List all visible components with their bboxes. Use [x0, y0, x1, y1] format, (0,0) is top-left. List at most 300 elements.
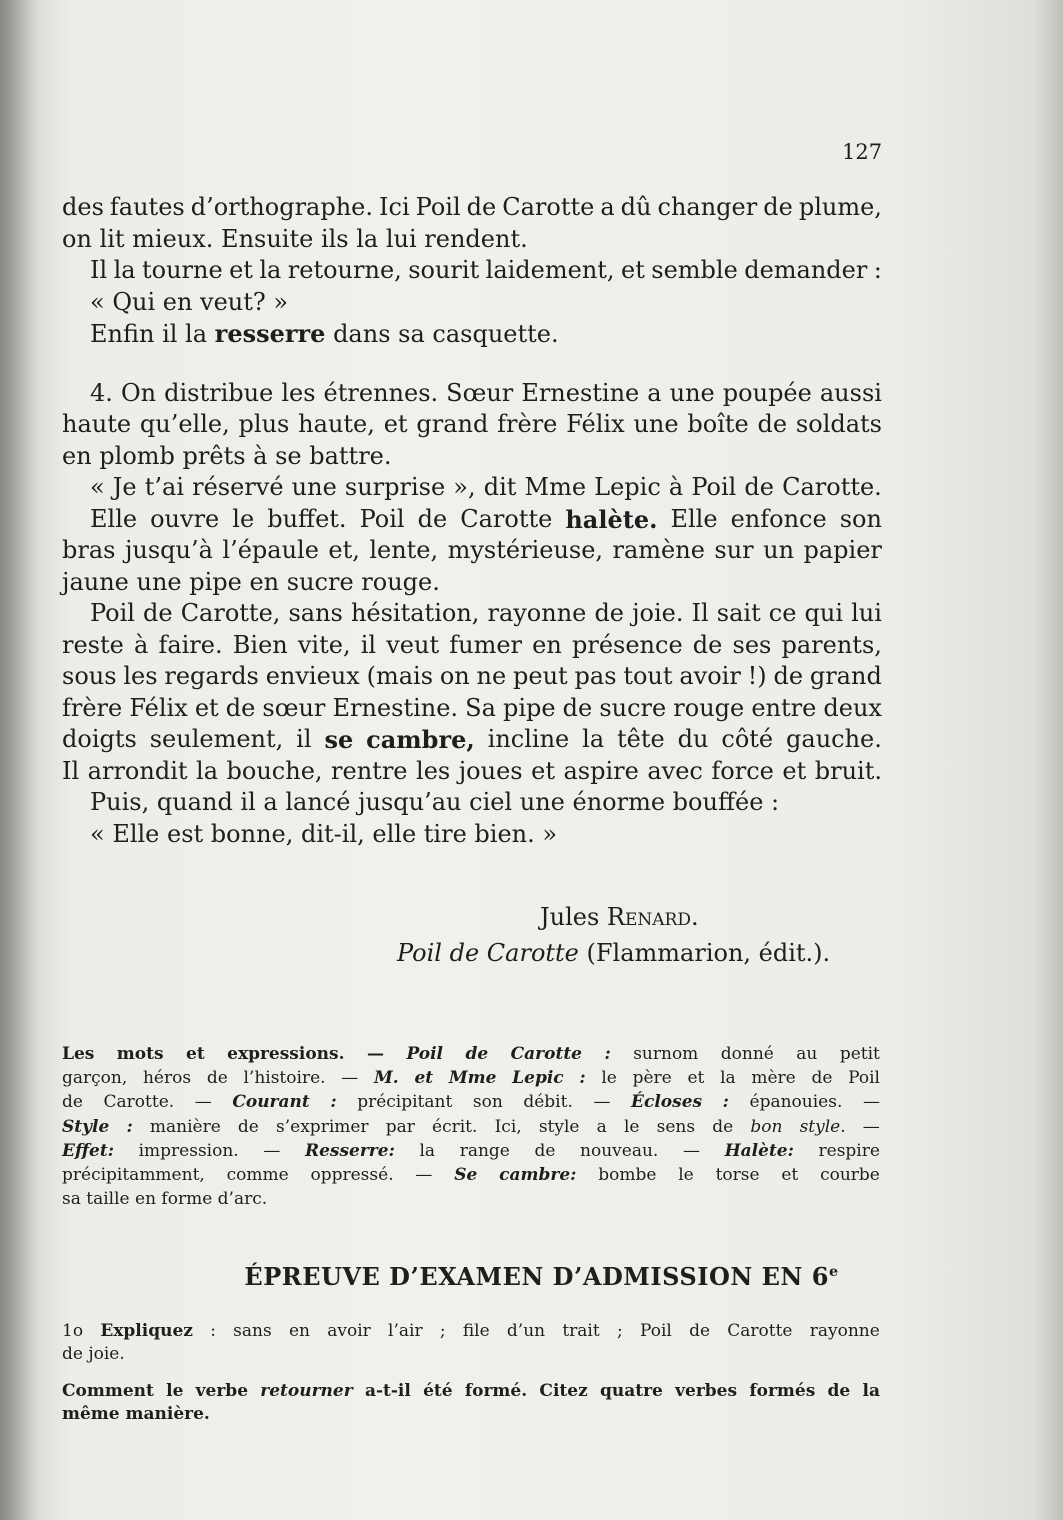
word: Halète:: [724, 1140, 794, 1161]
word: et: [383, 410, 408, 438]
word: tête: [617, 725, 665, 753]
page-number: 127: [842, 140, 883, 164]
word: frère: [62, 693, 123, 722]
word: distribue: [164, 378, 274, 407]
word: Effet:: [62, 1140, 114, 1161]
word: :: [126, 1116, 133, 1137]
word: Elle: [670, 504, 718, 533]
word: joie.: [632, 599, 684, 627]
word: s’exprimer: [276, 1116, 369, 1137]
text-line: [62, 724, 882, 756]
text-line: [62, 472, 882, 504]
word: de: [689, 1321, 711, 1341]
word: Il: [90, 256, 108, 284]
word: M.: [373, 1068, 399, 1089]
text-line: [62, 693, 882, 725]
word: sur: [714, 536, 754, 564]
word: étrennes.: [323, 378, 439, 407]
word: regards: [164, 662, 259, 690]
word: la: [419, 1140, 436, 1161]
word: bras: [62, 536, 116, 564]
word: les: [416, 756, 451, 785]
word: bruit.: [814, 756, 882, 785]
word: de: [143, 599, 173, 627]
word: d’un: [506, 1321, 546, 1341]
text-line: [62, 318, 882, 350]
word: veut: [386, 630, 440, 659]
word: ;: [439, 1321, 446, 1341]
word: plus: [238, 410, 290, 438]
word: son: [472, 1092, 503, 1113]
word: de: [773, 662, 804, 690]
word: formés: [749, 1381, 816, 1401]
word: Poil: [691, 473, 737, 501]
word: parents,: [781, 630, 882, 659]
work-title: Poil de Carotte: [397, 939, 579, 967]
word: style: [538, 1116, 580, 1137]
word: —: [415, 1165, 433, 1186]
text-line: [62, 661, 882, 693]
author-name: [540, 902, 1063, 934]
word: Ici,: [494, 1116, 522, 1137]
word: une: [633, 410, 679, 438]
word: Lepic: [594, 473, 661, 501]
word: papier: [803, 536, 882, 564]
word: sait: [716, 599, 761, 627]
word: de: [466, 193, 497, 221]
word: semble: [651, 256, 738, 284]
word: de: [417, 504, 448, 533]
glossary-section: [62, 1042, 880, 1211]
text-line: [62, 409, 882, 441]
text-line: [62, 819, 882, 851]
word: (mais: [366, 662, 434, 690]
word: range: [459, 1140, 510, 1161]
word: précipitamment,: [62, 1165, 205, 1186]
word: et: [781, 1165, 799, 1186]
word: envieux: [265, 662, 360, 690]
word: manière: [149, 1116, 221, 1137]
publisher: (Flammarion, édit.).: [578, 939, 831, 967]
word: Poil: [359, 504, 405, 533]
word: Citez: [539, 1381, 588, 1401]
text-run: dans sa casquette.: [325, 320, 559, 348]
word: hésitation,: [350, 599, 480, 627]
text-line: [62, 192, 882, 224]
text-line: [62, 255, 882, 287]
word: Carotte: [460, 504, 553, 533]
word: tourne: [141, 256, 223, 284]
word: de: [534, 1140, 556, 1161]
text-run: sa taille en forme d’arc.: [62, 1189, 268, 1210]
word: rayonne: [809, 1321, 880, 1341]
word: héros: [142, 1068, 192, 1089]
word: Poil: [90, 599, 135, 627]
page-edge: [1033, 0, 1063, 1520]
word: trait: [562, 1321, 600, 1341]
word: avoir: [679, 662, 741, 690]
text-run: Enfin il la: [90, 320, 215, 348]
word: style.: [799, 1116, 846, 1137]
word: son: [839, 504, 882, 533]
word: Elle: [90, 504, 138, 533]
word: :: [330, 1092, 337, 1113]
word: On: [120, 378, 157, 407]
word: gauche.: [786, 725, 882, 753]
word: dû: [620, 193, 652, 221]
word: Mme: [448, 1068, 497, 1089]
word: a: [600, 193, 615, 221]
text-line: [62, 1163, 880, 1187]
text-run: « Elle est bonne, dit-il, elle tire bien. »: [90, 819, 558, 848]
word: père: [632, 1068, 672, 1089]
word: pas: [574, 662, 617, 690]
word: et: [194, 693, 219, 722]
text-line: [62, 598, 882, 630]
word: sans: [233, 1321, 272, 1341]
word: été: [423, 1381, 453, 1401]
word: Félix: [129, 693, 188, 722]
word: verbe: [195, 1381, 249, 1401]
word: et: [414, 1068, 434, 1089]
word: ses: [732, 630, 772, 659]
word: comme: [226, 1165, 289, 1186]
word: Carotte,: [180, 599, 281, 627]
word: formé.: [464, 1381, 528, 1401]
word: incline: [487, 725, 570, 753]
text-line: [62, 378, 882, 410]
word: de: [465, 1044, 489, 1064]
word: Poil: [639, 1321, 672, 1341]
word: à: [668, 473, 684, 501]
word: ramène: [612, 536, 705, 564]
word: Félix: [566, 410, 625, 438]
word: seulement,: [149, 725, 284, 753]
word: une: [291, 473, 337, 501]
word: —: [682, 1140, 700, 1161]
word: —: [593, 1092, 611, 1113]
text-line: [62, 504, 882, 536]
word: »,: [453, 473, 476, 501]
word: Carotte: [502, 193, 595, 221]
text-line: [62, 535, 882, 567]
word: Il: [62, 756, 80, 785]
word: et: [229, 256, 253, 284]
word: Comment: [62, 1381, 154, 1401]
word: Ernestine: [521, 378, 640, 407]
exercise-section: [62, 1320, 880, 1426]
word: le: [678, 1165, 694, 1186]
word: cambre,: [366, 725, 475, 754]
word: sourit: [408, 256, 480, 284]
word: plume,: [798, 193, 882, 221]
text-line: [62, 1403, 880, 1426]
word: la: [259, 256, 282, 284]
word: —: [194, 1092, 212, 1113]
word: —: [263, 1140, 281, 1161]
word: :: [873, 256, 882, 284]
word: qu’elle,: [139, 410, 230, 438]
word: soldats: [795, 410, 882, 438]
word: lente,: [369, 536, 439, 564]
word: laidement,: [485, 256, 615, 284]
word: retourner: [260, 1381, 353, 1401]
word: Carotte.: [103, 1092, 175, 1113]
word: entre: [751, 693, 817, 722]
word: Poil: [415, 193, 461, 221]
word: et: [782, 756, 807, 785]
author-first-name: Jules: [540, 903, 607, 931]
word: il: [296, 725, 312, 753]
word: sans: [288, 599, 343, 627]
word: Il: [691, 599, 709, 627]
word: bombe: [598, 1165, 657, 1186]
word: quatre: [599, 1381, 663, 1401]
word: réservé: [192, 473, 284, 501]
word: Carotte.: [782, 473, 882, 501]
word: mots: [116, 1044, 164, 1064]
word: :: [604, 1044, 611, 1064]
word: lui: [851, 599, 882, 627]
word: l’épaule: [222, 536, 319, 564]
word: enfonce: [730, 504, 827, 533]
text-line: [62, 1066, 880, 1090]
word: rayonne: [487, 599, 587, 627]
word: rouge: [673, 693, 745, 722]
word: Bien: [232, 630, 288, 659]
word: verbes: [675, 1381, 738, 1401]
word: et: [531, 756, 555, 785]
word: au: [796, 1044, 818, 1064]
word: bouche,: [226, 756, 323, 785]
word: tout: [623, 662, 673, 690]
word: Écloses: [631, 1092, 703, 1113]
heading-text: ÉPREUVE D’EXAMEN D’ADMISSION EN 6e: [244, 1262, 839, 1291]
word: —: [862, 1116, 880, 1137]
word: côté: [721, 725, 774, 753]
word: le: [232, 504, 255, 533]
paragraph-gap: [62, 350, 882, 378]
story-excerpt: [62, 192, 882, 967]
story-lines: [62, 192, 882, 850]
word: le: [601, 1068, 617, 1089]
text-line: [62, 224, 882, 256]
word: surprise: [344, 473, 446, 501]
word: cambre:: [499, 1165, 577, 1186]
word: impression.: [138, 1140, 239, 1161]
word: avec: [647, 756, 703, 785]
word: débit.: [523, 1092, 573, 1113]
word: le: [166, 1381, 184, 1401]
word: grand: [809, 662, 882, 690]
word: avoir: [327, 1321, 371, 1341]
word: de: [757, 410, 788, 438]
word: a: [647, 378, 662, 407]
word: torse: [715, 1165, 760, 1186]
word: du: [677, 725, 709, 753]
word: l’air: [388, 1321, 423, 1341]
word: oppressé.: [310, 1165, 394, 1186]
word: de: [206, 1068, 228, 1089]
text-run: on lit mieux. Ensuite ils la lui rendent.: [62, 224, 528, 253]
word: courbe: [820, 1165, 880, 1186]
text-line: [62, 630, 882, 662]
word: ouvre: [150, 504, 220, 533]
word: 1o: [62, 1321, 84, 1341]
text-run: même manière.: [62, 1404, 210, 1424]
word: haute: [62, 410, 132, 438]
word: ne: [476, 662, 507, 690]
word: de: [811, 1068, 833, 1089]
word: et: [620, 256, 645, 284]
word: joues: [458, 756, 523, 785]
word: Poil: [848, 1068, 880, 1089]
word: à: [133, 630, 149, 659]
word: garçon,: [62, 1068, 128, 1089]
word: poupée: [722, 378, 812, 407]
word: sens: [656, 1116, 696, 1137]
word: retourne,: [287, 256, 402, 284]
word: fautes: [109, 193, 185, 221]
word: bon: [750, 1116, 783, 1137]
word: Je: [112, 473, 137, 501]
word: —: [341, 1068, 359, 1089]
word: haute,: [298, 410, 375, 438]
word: de: [827, 1381, 851, 1401]
word: mystérieuse,: [447, 536, 604, 564]
word: les: [281, 378, 316, 407]
text-run: jaune une pipe en sucre rouge.: [62, 567, 440, 596]
text-line: [62, 1187, 880, 1211]
word: une: [669, 378, 715, 407]
word: de: [712, 1116, 734, 1137]
word: arrondit: [87, 756, 188, 785]
text-line: [62, 1115, 880, 1139]
word: Resserre:: [304, 1140, 395, 1161]
word: halète.: [565, 504, 658, 534]
word: respire: [818, 1140, 880, 1161]
word: de: [594, 599, 625, 627]
word: Mme: [524, 473, 587, 501]
word: Sa: [465, 693, 496, 722]
word: Expliquez: [100, 1321, 193, 1341]
word: en: [532, 630, 562, 659]
word: de: [62, 1092, 83, 1113]
word: Style: [62, 1116, 110, 1137]
text-line: [62, 1090, 880, 1114]
word: de: [744, 473, 774, 501]
word: de: [237, 1116, 259, 1137]
text-line: [62, 567, 882, 599]
word: rentre: [331, 756, 408, 785]
word: vite,: [297, 630, 351, 659]
question-lines: [62, 1380, 880, 1426]
word: changer: [657, 193, 758, 221]
word: grand: [416, 410, 489, 438]
word: Courant: [232, 1092, 310, 1113]
word: et,: [328, 536, 360, 564]
word: pipe: [502, 693, 556, 722]
binding-shadow: [0, 0, 40, 1520]
word: sous: [62, 662, 117, 690]
word: on: [439, 662, 470, 690]
word: qui: [804, 599, 843, 627]
word: boîte: [687, 410, 749, 438]
text-line: [62, 1320, 880, 1343]
word: doigts: [62, 725, 137, 753]
word: sœur: [262, 693, 326, 722]
word: frère: [497, 410, 558, 438]
word: la: [862, 1381, 880, 1401]
word: de: [562, 693, 593, 722]
word: Ici: [379, 193, 410, 221]
word: épanouies.: [749, 1092, 843, 1113]
text-run: de joie.: [62, 1344, 125, 1364]
text-line: [62, 756, 882, 788]
word: expressions.: [227, 1044, 345, 1064]
word: présence: [571, 630, 683, 659]
word: Les: [62, 1044, 95, 1064]
text-run: « Qui en veut? »: [90, 287, 289, 316]
word: force: [711, 756, 774, 785]
word: de: [763, 193, 793, 221]
word: de: [225, 693, 256, 722]
word: fumer: [449, 630, 523, 659]
word: il: [360, 630, 377, 659]
word: Poil: [406, 1044, 444, 1064]
word: Lepic: [512, 1068, 564, 1089]
text-line: [62, 1343, 880, 1366]
text-line: [62, 441, 882, 473]
word: des: [62, 193, 104, 221]
word: 4.: [90, 378, 113, 407]
word: surnom: [633, 1044, 699, 1064]
word: reste: [62, 630, 124, 659]
word: Se: [454, 1165, 478, 1186]
text-run: Puis, quand il a lancé jusqu’au ciel une énorme bouffée :: [90, 788, 780, 816]
word: et: [687, 1068, 705, 1089]
word: d’orthographe.: [190, 193, 373, 221]
word: mère: [751, 1068, 796, 1089]
word: —: [366, 1044, 384, 1064]
author-last-name: Renard.: [606, 903, 699, 931]
word: deux: [823, 693, 882, 722]
word: l’histoire.: [243, 1068, 326, 1089]
word: :: [722, 1092, 729, 1113]
word: faire.: [158, 630, 223, 659]
word: de: [692, 630, 723, 659]
word: petit: [839, 1044, 880, 1064]
word: ce: [768, 599, 797, 627]
word: nouveau.: [580, 1140, 659, 1161]
word: !): [747, 662, 767, 690]
word: «: [90, 473, 105, 501]
word: a: [596, 1116, 607, 1137]
word: :: [210, 1321, 216, 1341]
word: —: [862, 1092, 880, 1113]
exercise-lines: [62, 1320, 880, 1366]
word: précipitant: [357, 1092, 453, 1113]
word: donné: [720, 1044, 774, 1064]
word: sucre: [599, 693, 667, 722]
text-line: [62, 1139, 880, 1163]
section-heading: [0, 1262, 1063, 1291]
word: la: [113, 256, 136, 284]
word: un: [763, 536, 795, 564]
word: t’ai: [144, 473, 184, 501]
text-line: [62, 1380, 880, 1403]
word: a-t-il: [364, 1381, 411, 1401]
